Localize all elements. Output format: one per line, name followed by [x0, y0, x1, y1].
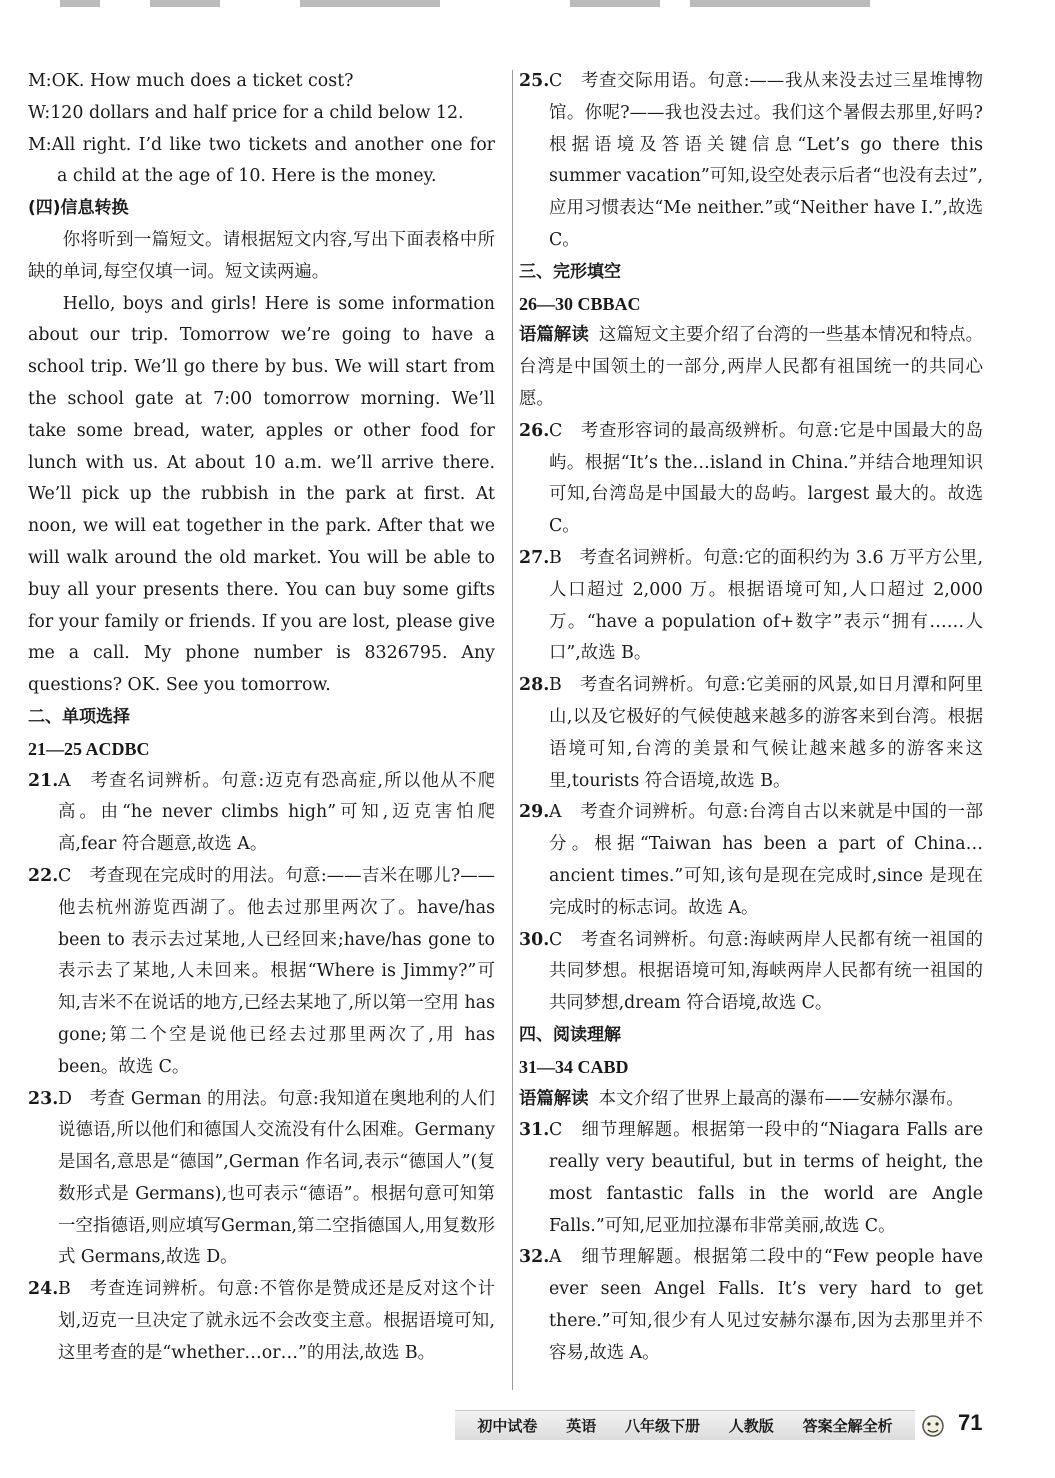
column-divider	[512, 70, 513, 1390]
dialogue-line: M:All right. I’d like two tickets and another one for a child at the age of 10. Here is the money.	[28, 134, 495, 187]
item-number: 22.	[28, 865, 59, 886]
explanation-item	[28, 861, 495, 1084]
answer-key: 21—25 ACDBC	[28, 738, 150, 759]
passage-summary: 这篇短文主要介绍了台湾的一些基本情况和特点。台湾是中国领土的一部分,两岸人民都有祖国统一的共同心愿。	[519, 325, 983, 409]
item-text: D 考查 German 的用法。句意:我知道在奥地利的人们说德语,所以他们和德国人交流没有什么困难。Germany 是国名,意思是“德国”,German 作名词,表示“德国人”(复数形式是 Germans),也可表示“德语”。根据句意可知第一空指德语,则应填写German,第二空指德国人,用复数形式 Germans,故选 D。	[58, 1088, 495, 1268]
footer-series: 初中试卷	[477, 1417, 538, 1435]
footer-subject: 英语	[566, 1417, 597, 1435]
dialogue-line: M:OK. How much does a ticket cost?	[28, 71, 354, 91]
explanation-item	[28, 1274, 495, 1369]
item-number: 26.	[519, 420, 550, 441]
page-number: 71	[958, 1410, 983, 1435]
item-text: A 细节理解题。根据第二段中的“Few people have ever seen Angel Falls. It’s very hard to get there.”可知,很少有人见过安赫尔瀑布,因为去那里并不容易,故选 A。	[549, 1247, 983, 1363]
footer-grade: 八年级下册	[624, 1417, 700, 1435]
passage-analysis-tag: 语篇解读	[519, 1088, 589, 1109]
item-number: 30.	[519, 929, 550, 950]
explanation-item	[519, 416, 983, 543]
item-number: 27.	[519, 547, 550, 568]
section-instruction: 你将听到一篇短文。请根据短文内容,写出下面表格中所缺的单词,每空仅填一词。短文读两遍。	[28, 229, 495, 282]
item-number: 24.	[28, 1279, 59, 1300]
top-edge-marks	[0, 0, 1055, 14]
answer-key: 26—30 CBBAC	[519, 293, 641, 314]
listening-passage: Hello, boys and girls! Here is some information about our trip. Tomorrow we’re going to have a school trip. We’ll go there by bus. We will start from the school gate at 7:00 tomorrow morning. We’ll take some bread, water, apples or other food for lunch with us. At about 10 a.m. we’ll arrive there. We’ll pick up the rubbish in the park at first. At noon, we will eat together in the park. After that we will walk around the old market. You will be able to buy all your presents there. You can buy some gifts for your family or friends. If you are lost, please give me a call. My phone number is 8326795. Any questions? OK. See you tomorrow.	[28, 293, 495, 696]
part-heading: 三、完形填空	[519, 261, 621, 282]
explanation-item	[519, 925, 983, 1020]
item-number: 32.	[519, 1247, 550, 1268]
item-number: 31.	[519, 1120, 550, 1141]
item-text: C 考查现在完成时的用法。句意:——吉米在哪儿?——他去杭州游览西湖了。他去过那里两次了。have/has been to 表示去过某地,人已经回来;have/has gone to 表示去了某地,人未回来。根据“Where is Jimmy?”可知,吉米不在说话的地方,已经去某地了,所以第一空用 has gone;第二个空是说他已经去过那里两次了,用 has been。故选 C。	[58, 865, 495, 1077]
passage-analysis-tag: 语篇解读	[519, 325, 589, 346]
item-text: B 考查连词辨析。句意:不管你是赞成还是反对这个计划,迈克一旦决定了就永远不会改变主意。根据语境可知,这里考查的是“whether…or…”的用法,故选 B。	[58, 1279, 495, 1363]
section-heading: (四)信息转换	[28, 198, 129, 219]
right-column	[519, 66, 983, 1370]
item-text: A 考查介词辨析。句意:台湾自古以来就是中国的一部分。根据“Taiwan has been a part of China…ancient times.”可知,该句是现在完成时,since 是现在完成时的标志词。故选 A。	[549, 802, 983, 918]
explanation-item	[519, 670, 983, 797]
item-text: C 考查形容词的最高级辨析。句意:它是中国最大的岛屿。根据“It’s the…island in China.”并结合地理知识可知,台湾岛是中国最大的岛屿。largest 最大的。故选 C。	[549, 420, 983, 537]
explanation-item	[519, 66, 983, 257]
explanation-item	[519, 797, 983, 924]
footer-edition: 人教版	[728, 1417, 774, 1435]
explanation-item	[28, 766, 495, 861]
answer-key: 31—34 CABD	[519, 1056, 629, 1077]
item-text: B 考查名词辨析。句意:它的面积约为 3.6 万平方公里,人口超过 2,000 万。根据语境可知,人口超过 2,000 万。“have a population of+数字”表示“拥有……人口”,故选 B。	[549, 547, 983, 664]
item-number: 29.	[519, 802, 550, 823]
left-column	[28, 66, 495, 1370]
explanation-item	[519, 543, 983, 670]
passage-summary: 本文介绍了世界上最高的瀑布——安赫尔瀑布。	[598, 1088, 964, 1109]
item-number: 21.	[28, 770, 59, 791]
item-text: C 细节理解题。根据第一段中的“Niagara Falls are really very beautiful, but in terms of height, the most fantastic falls in the world are Angle Falls.”可知,尼亚加拉瀑布非常美丽,故选 C。	[549, 1120, 983, 1236]
footer-label: 答案全解全析	[802, 1417, 893, 1435]
item-text: C 考查交际用语。句意:——我从来没去过三星堆博物馆。你呢?——我也没去过。我们这个暑假去那里,好吗?根据语境及答语关键信息“Let’s go there this summer vacation”可知,设空处表示后者“也没有去过”,应用习惯表达“Me neither.”或“Neither have I.”,故选 C。	[549, 71, 983, 250]
part-heading: 二、单项选择	[28, 706, 130, 727]
item-number: 28.	[519, 675, 550, 696]
explanation-item	[519, 1115, 983, 1242]
explanation-item	[519, 1242, 983, 1369]
mascot-icon	[918, 1412, 948, 1440]
explanation-item	[28, 1084, 495, 1275]
item-number: 25.	[519, 71, 550, 91]
page-footer	[455, 1410, 915, 1440]
item-text: B 考查名词辨析。句意:它美丽的风景,如日月潭和阿里山,以及它极好的气候使越来越多的游客来到台湾。根据语境可知,台湾的美景和气候让越来越多的游客来这里,tourists 符合语境,故选 B。	[549, 675, 983, 791]
item-text: A 考查名词辨析。句意:迈克有恐高症,所以他从不爬高。由“he never climbs high”可知,迈克害怕爬高,fear 符合题意,故选 A。	[58, 770, 495, 855]
item-number: 23.	[28, 1088, 59, 1109]
dialogue-line: W:120 dollars and half price for a child below 12.	[28, 102, 464, 123]
part-heading: 四、阅读理解	[519, 1024, 621, 1045]
item-text: C 考查名词辨析。句意:海峡两岸人民都有统一祖国的共同梦想。根据语境可知,海峡两岸人民都有统一祖国的共同梦想,dream 符合语境,故选 C。	[549, 929, 983, 1014]
